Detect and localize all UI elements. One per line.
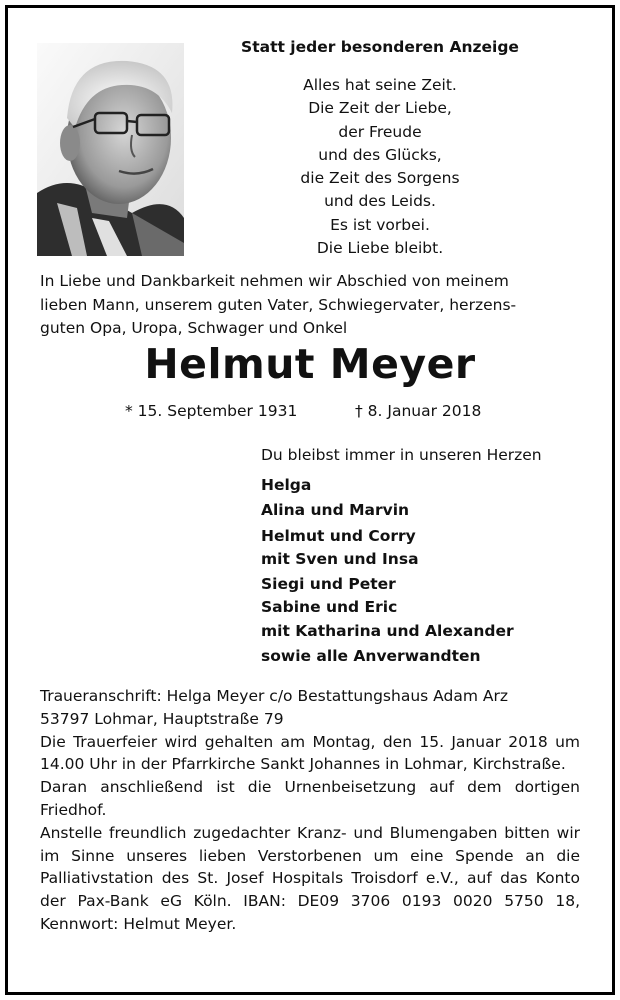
- mourner-group: [261, 573, 514, 643]
- mourner-line: Helmut und Corry: [261, 526, 416, 545]
- portrait-photo: [37, 43, 184, 256]
- address-line: 53797 Lohmar, Hauptstraße 79: [40, 709, 284, 728]
- address-line: Traueranschrift: Helga Meyer c/o Bestattungshaus Adam Arz: [40, 687, 508, 705]
- mourner-group: [261, 525, 514, 572]
- mourner-group: [261, 499, 514, 522]
- poem-line: Alles hat seine Zeit.: [303, 76, 457, 94]
- intro-line: In Liebe und Dankbarkeit nehmen wir Abschied von meinem: [40, 272, 509, 290]
- mourner-group: [261, 645, 514, 668]
- mourner-line: mit Katharina und Alexander: [261, 621, 514, 640]
- mourner-group: [261, 474, 514, 497]
- intro-line: guten Opa, Uropa, Schwager und Onkel: [40, 319, 348, 337]
- details-section: [40, 685, 580, 936]
- service-info: Die Trauerfeier wird gehalten am Montag, den 15. Januar 2018 um 14.00 Uhr in der Pfarrkirche Sankt Johannes in Lohmar, Kirchstraße.: [40, 732, 580, 774]
- mourners-list: [261, 474, 514, 670]
- poem: [230, 74, 530, 260]
- death-date: † 8. Januar 2018: [355, 402, 482, 420]
- deceased-name: Helmut Meyer: [144, 340, 476, 388]
- address-block: [40, 685, 580, 731]
- poem-line: Die Liebe bleibt.: [316, 239, 444, 258]
- poem-line: und des Leids.: [324, 192, 436, 211]
- mourner-line: Sabine und Eric: [261, 598, 398, 617]
- poem-line: Es ist vorbei.: [330, 215, 430, 234]
- mourner-line: sowie alle Anverwandten: [261, 647, 481, 666]
- intro-text: [40, 270, 585, 341]
- birth-date: * 15. September 1931: [125, 402, 298, 420]
- poem-line: der Freude: [338, 122, 422, 141]
- mourner-line: Helga: [261, 476, 312, 494]
- intro-line: lieben Mann, unserem guten Vater, Schwiegervater, herzens-: [40, 295, 517, 314]
- mourner-line: Siegi und Peter: [261, 575, 396, 594]
- donation-info: Anstelle freundlich zugedachter Kranz- und Blumengaben bitten wir im Sinne unseres lieben Verstorbenen um eine Spende an die Palliativstation des St. Josef Hospitals Troisdorf e.V., auf das Konto der Pax-Bank eG Köln. IBAN: DE09 3706 0193 0020 5750 18, Kennwort: Helmut Meyer.: [40, 823, 580, 933]
- notice-heading: Statt jeder besonderen Anzeige: [241, 38, 519, 56]
- burial-info: Daran anschließend ist die Urnenbeisetzung auf dem dortigen Friedhof.: [40, 778, 580, 819]
- mourner-line: Alina und Marvin: [261, 501, 410, 520]
- poem-line: Die Zeit der Liebe,: [308, 99, 452, 118]
- mourner-line: mit Sven und Insa: [261, 549, 419, 568]
- poem-line: die Zeit des Sorgens: [300, 169, 460, 188]
- closing-line: Du bleibst immer in unseren Herzen: [261, 446, 542, 464]
- poem-line: und des Glücks,: [318, 145, 442, 164]
